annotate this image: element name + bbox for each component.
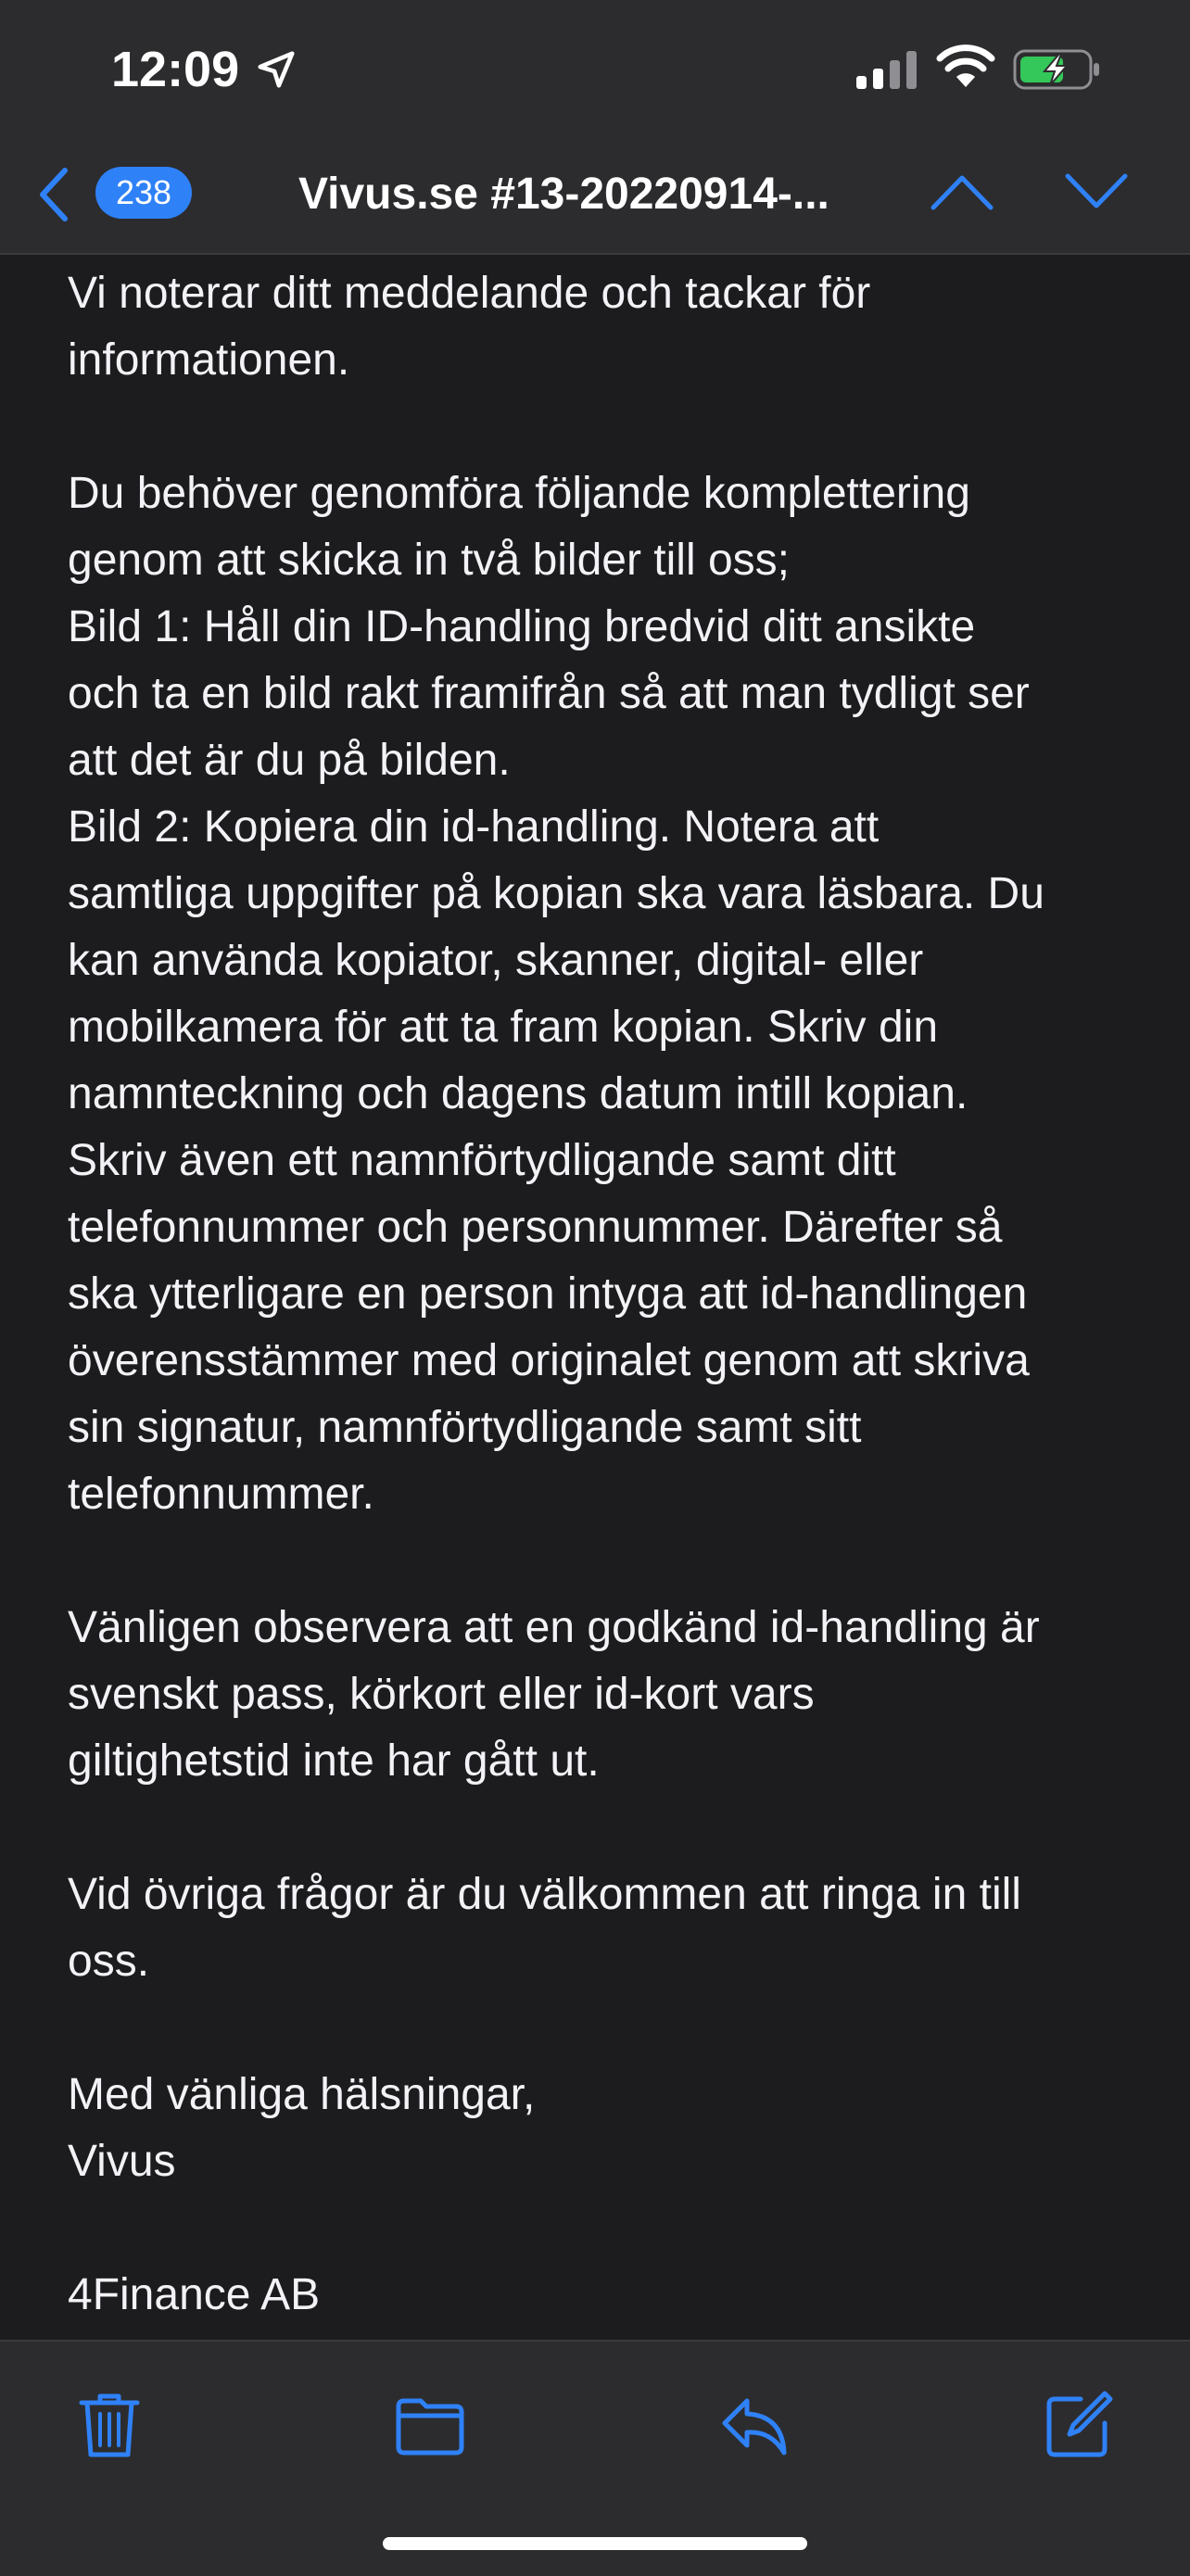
status-time: 12:09 xyxy=(111,42,240,97)
status-bar xyxy=(0,0,1190,148)
home-indicator[interactable] xyxy=(383,2537,807,2550)
trash-icon[interactable] xyxy=(74,2390,145,2460)
chevron-down-icon[interactable] xyxy=(1064,169,1129,215)
unread-count-badge[interactable]: 238 xyxy=(95,167,192,219)
wifi-icon xyxy=(936,44,995,89)
chevron-up-icon[interactable] xyxy=(930,169,994,215)
folder-icon[interactable] xyxy=(395,2390,465,2460)
paragraph: Du behöver genomföra följande komplettering genom att skicka in två bilder till oss; Bild 1: Håll din ID-handling bredvid ditt ansikte och ta en bild rakt framifrån så att man tydligt ser att det är du på bilden. Bild 2: Kopiera din id-handling. Notera att samtliga uppgifter på kopian ska vara läsbara. Du kan använda kopiator, skanner, digital- eller mobilkamera för att ta fram kopian. Skriv din namnteckning och dagens datum intill kopian. Skriv även ett namnförtydligande samt ditt telefonnummer och personnummer. Därefter så ska ytterligare en person intyga att id-handlingen överensstämmer med originalet genom att skriva sin signatur, namnförtydligande samt sitt telefonnummer. xyxy=(68,469,1044,1519)
paragraph: Vid övriga frågor är du välkommen att ringa in till oss. xyxy=(68,1870,1021,1986)
cellular-signal-icon xyxy=(855,50,919,89)
battery-charging-icon xyxy=(1013,48,1101,91)
signature: Med vänliga hälsningar, Vivus xyxy=(68,2070,536,2186)
chevron-left-icon[interactable] xyxy=(35,165,72,224)
message-subject-title: Vivus.se #13-20220914-... xyxy=(298,170,829,219)
reply-icon[interactable] xyxy=(719,2390,790,2460)
paragraph: Vi noterar ditt meddelande och tackar för informationen. xyxy=(68,269,871,385)
nav-bar xyxy=(0,148,1190,255)
message-text xyxy=(68,260,1143,2329)
company-name: 4Finance AB xyxy=(68,2270,321,2319)
location-arrow-icon xyxy=(255,48,298,91)
paragraph: Vänligen observera att en godkänd id-handling är svenskt pass, körkort eller id-kort vars giltighetstid inte har gått ut. xyxy=(68,1603,1040,1786)
compose-icon[interactable] xyxy=(1044,2390,1114,2460)
message-body[interactable] xyxy=(0,255,1190,2340)
